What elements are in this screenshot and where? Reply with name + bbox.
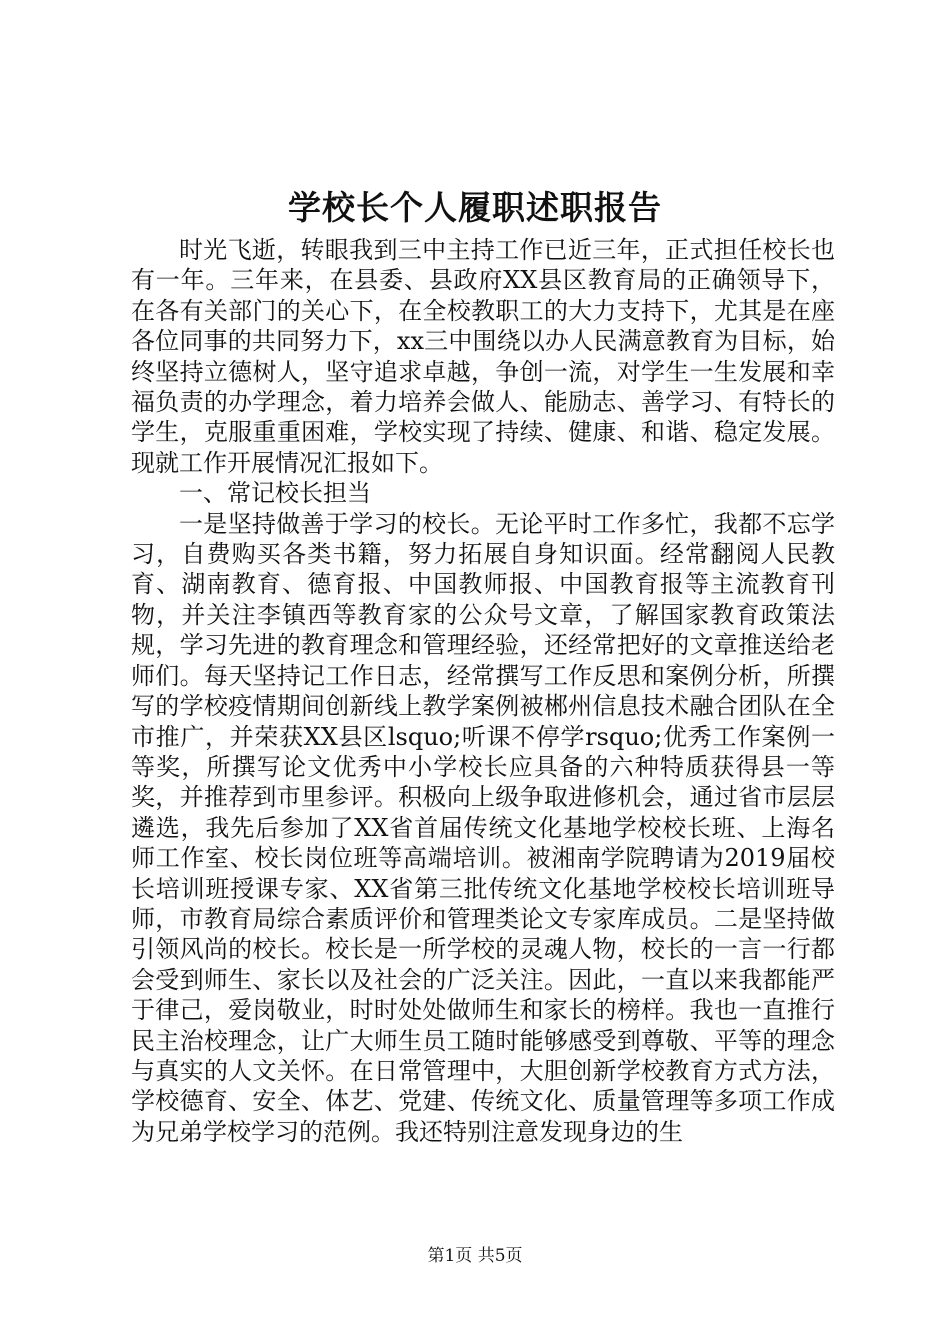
page-number: 第1页 [427, 1246, 473, 1266]
section-heading: 一、常记校长担当 [179, 479, 371, 508]
document-body [131, 235, 835, 1147]
body-paragraph-intro: 时光飞逝，转眼我到三中主持工作已近三年，正式担任校长也有一年。三年来，在县委、县政府XX县区教育局的正确领导下，在各有关部门的关心下，在全校教职工的大力支持下，尤其是在座各位同事的共同努力下，xx三中围绕以办人民满意教育为目标，始终坚持立德树人，坚守追求卓越，争创一流，对学生一生发展和幸福负责的办学理念，着力培养会做人、能励志、善学习、有特长的学生，克服重重困难，学校实现了持续、健康、和谐、稳定发展。现就工作开展情况汇报如下。 [131, 236, 835, 477]
page-total: 共5页 [477, 1246, 523, 1266]
document-title: 学校长个人履职述职报告 [288, 188, 662, 227]
body-paragraph: 一是坚持做善于学习的校长。无论平时工作多忙，我都不忘学习，自费购买各类书籍，努力拓展自身知识面。经常翻阅人民教育、湖南教育、德育报、中国教师报、中国教育报等主流教育刊物，并关注李镇西等教育家的公众号文章，了解国家教育政策法规，学习先进的教育理念和管理经验，还经常把好的文章推送给老师们。每天坚持记工作日志，经常撰写工作反思和案例分析，所撰写的学校疫情期间创新线上教学案例被郴州信息技术融合团队在全市推广，并荣获XX县区lsquo;听课不停学rsquo;优秀工作案例一等奖，所撰写论文优秀中小学校长应具备的六种特质获得县一等奖，并推荐到市里参评。积极向上级争取进修机会，通过省市层层遴选，我先后参加了XX省首届传统文化基地学校校长班、上海名师工作室、校长岗位班等高端培训。被湘南学院聘请为2019届校长培训班授课专家、XX省第三批传统文化基地学校校长培训班导师，市教育局综合素质评价和管理类论文专家库成员。二是坚持做引领风尚的校长。校长是一所学校的灵魂人物，校长的一言一行都会受到师生、家长以及社会的广泛关注。因此，一直以来我都能严于律己，爱岗敬业，时时处处做师生和家长的榜样。我也一直推行民主治校理念，让广大师生员工随时能够感受到尊敬、平等的理念与真实的人文关怀。在日常管理中，大胆创新学校教育方式方法，学校德育、安全、体艺、党建、传统文化、质量管理等多项工作成为兄弟学校学习的范例。我还特别注意发现身边的生 [131, 509, 835, 1146]
page-footer [0, 1244, 950, 1268]
